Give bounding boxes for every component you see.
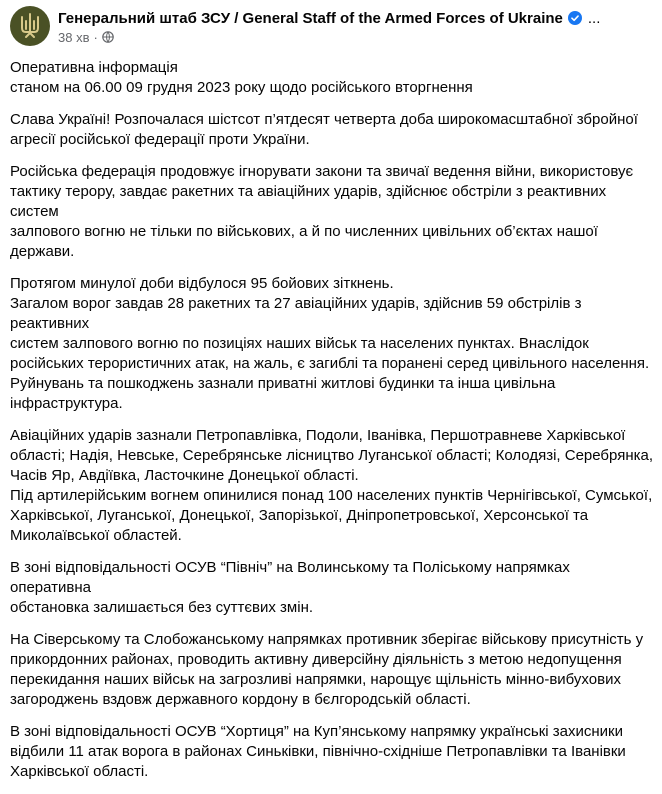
page-avatar[interactable] xyxy=(10,6,50,46)
post-paragraph: Оперативна інформація станом на 06.00 09 грудня 2023 року щодо російського вторгнення xyxy=(10,59,473,96)
post-timestamp[interactable]: 38 хв xyxy=(58,29,90,45)
post-paragraph: Російська федерація продовжує ігнорувати закони та звичаї ведення війни, використовує тактику терору, завдає ракетних та авіаційних ударів, здійснює обстріли з реактивних систем залпового вогню не тільки по військових, а й по численних цивільних об’єктах нашої держави. xyxy=(10,163,634,260)
separator-dot: · xyxy=(93,29,98,45)
post-paragraph: В зоні відповідальності ОСУВ “Хортиця” на Куп’янському напрямку українські захисники відбили 11 атак ворога в районах Синьківки, північно-східніше Петропавлівки та Іванівки Харківської області. xyxy=(10,723,626,780)
post-paragraph: Протягом минулої доби відбулося 95 бойових зіткнень. Загалом ворог завдав 28 ракетних та 27 авіаційних ударів, здійснив 59 обстрілів з реактивних систем залпового вогню по позиціях наших військ та населених пунктах. Внаслідок російських терористичних атак, на жаль, є загиблі та поранені серед цивільного населення. Руйнувань та пошкоджень зазнали приватні житлові будинки та інша цивільна інфраструктура. xyxy=(10,275,650,412)
post-subline xyxy=(58,28,600,46)
trident-emblem-icon xyxy=(19,13,41,39)
post-paragraph: В зоні відповідальності ОСУВ “Північ” на Волинському та Поліському напрямках оперативна обстановка залишається без суттєвих змін. xyxy=(10,559,570,616)
verified-badge-icon xyxy=(568,11,582,25)
author-name-link[interactable]: Генеральний штаб ЗСУ / General Staff of the Armed Forces of Ukraine xyxy=(58,9,563,27)
author-line xyxy=(58,8,600,28)
globe-icon[interactable] xyxy=(102,31,114,43)
post-paragraph: На Сіверському та Слобожанському напрямках противник зберігає військову присутність у прикордонних районах, проводить активну диверсійну діяльність з метою недопущення перекидання наших військ на загрозливі напрямки, нарощує щільність мінно-вибухових загороджень вздовж державного кордону в бєлгородській області. xyxy=(10,631,644,708)
post-paragraph: Слава Україні! Розпочалася шістсот п’ятдесят четверта доба широкомасштабної збройної агресії російської федерації проти України. xyxy=(10,111,638,148)
post-header xyxy=(10,6,600,46)
more-options-button[interactable]: ... xyxy=(587,9,601,27)
post-body xyxy=(10,58,654,794)
post-paragraph: Авіаційних ударів зазнали Петропавлівка, Подоли, Іванівка, Першотравневе Харківської області; Надія, Невське, Серебрянське лісництво Луганської області; Колодязі, Серебрянка, Часів Яр, Авдіївка, Ласточкине Донецької області. Під артилерійським вогнем опинилися понад 100 населених пунктів Чернігівської, Сумської, Харківської, Луганської, Донецької, Запорізької, Дніпропетровської, Херсонської та Миколаївської областей. xyxy=(10,427,654,544)
post-meta xyxy=(58,6,600,46)
